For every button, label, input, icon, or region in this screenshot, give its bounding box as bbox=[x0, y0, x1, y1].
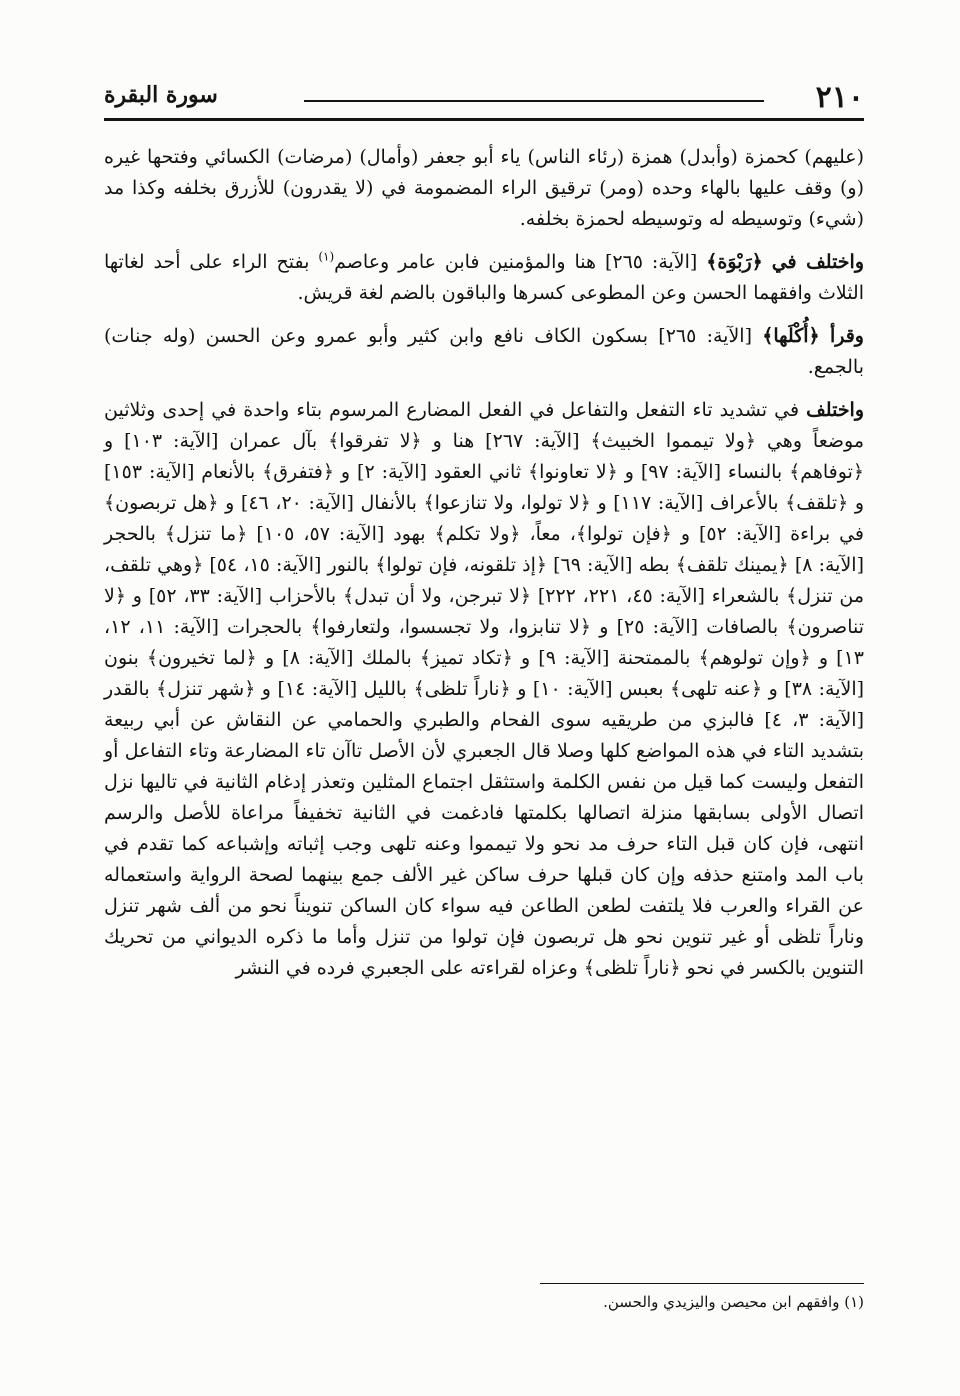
footnote: (١) وافقهم ابن محيصن واليزيدي والحسن. bbox=[603, 1293, 864, 1311]
paragraph-text: [الآية: ٢٦٥] هنا والمؤمنين فابن عامر وعاصم bbox=[334, 251, 698, 273]
paragraph-text: (عليهم) كحمزة (وأبدل) همزة (رئاء الناس) ياء أبو جعفر (وأمال) (مرضات) الكسائي وفتحها غيره (و) وقف عليها بالهاء وحده (ومر) ترقيق الراء المضمومة في (لا يقدرون) للأزرق بخلفه وكذا مد (شيء) وتوسيطه له وتوسيطه لحمزة بخلفه. bbox=[104, 146, 864, 230]
footnote-marker: (١) bbox=[318, 249, 335, 264]
paragraph-lead: وقرأ bbox=[829, 325, 864, 347]
header-divider bbox=[104, 118, 864, 121]
paragraph-text: في تشديد تاء التفعل والتفاعل في الفعل المضارع المرسوم بتاء واحدة في إحدى وثلاثين موضعاً وهي ﴿ولا تيمموا الخبيث﴾ [الآية: ٢٦٧] هنا و ﴿لا تفرقوا﴾ بآل عمران [الآية: ١٠٣] و ﴿توفاهم﴾ بالنساء [الآية: ٩٧] و ﴿لا تعاونوا﴾ ثاني العقود [الآية: ٢] و ﴿فتفرق﴾ بالأنعام [الآية: ١٥٣] و ﴿تلقف﴾ بالأعراف [الآية: ١١٧] و ﴿لا تولوا، ولا تنازعوا﴾ بالأنفال [الآية: ٢٠، ٤٦] و ﴿هل تربصون﴾ في براءة [الآية: ٥٢] و ﴿فإن تولوا﴾، معاً، ﴿ولا تكلم﴾ بهود [الآية: ٥٧، ١٠٥] ﴿ما تنزل﴾ بالحجر [الآية: ٨] ﴿يمينك تلقف﴾ بطه [الآية: ٦٩] ﴿إذ تلقونه، فإن تولوا﴾ بالنور [الآية: ١٥، ٥٤] ﴿وهي تلقف، من تنزل﴾ بالشعراء [الآية: ٤٥، ٢٢١، ٢٢٢] ﴿لا تبرجن، ولا أن تبدل﴾ بالأحزاب [الآية: ٣٣، ٥٢] و ﴿لا تناصرون﴾ بالصافات [الآية: ٢٥] و ﴿لا تنابزوا، ولا تجسسوا، ولتعارفوا﴾ بالحجرات [الآية: ١١، ١٢، ١٣] و ﴿وإن تولوهم﴾ بالممتحنة [الآية: ٩] و ﴿تكاد تميز﴾ بالملك [الآية: ٨] و ﴿لما تخيرون﴾ بنون [الآية: ٣٨] و ﴿عنه تلهى﴾ بعبس [الآية: ١٠] و ﴿ناراً تلظى﴾ بالليل [الآية: ١٤] و ﴿شهر تنزل﴾ بالقدر [الآية: ٣، ٤] فالبزي من طريقيه سوى الفحام والطبري والحمامي عن النقاش عن أبي ربيعة بتشديد التاء في هذه المواضع كلها وصلا قال الجعبري لأن الأصل تاآن تاء المضارعة وتاء التفاعل أو التفعل وليست كما قيل من نفس الكلمة واستثقل اجتماع المثلين وتعذر إدغام الثانية في تاليها نزل اتصال الأولى بسابقها منزلة اتصالها بكلمتها فادغمت في الثانية تخفيفاً مراعاة للأصل والرسم انتهى، فإن كان قبل التاء حرف مد نحو ولا تيمموا وعنه تلهى وجب إثباته وإشباعه كما تقدم في باب المد وامتنع حذفه وإن كان قبلها حرف ساكن غير الألف جمع بينهما لصحة الرواية واستعماله عن القراء والعرب فلا يلتفت لطعن الطاعن فيه سواء كان الساكن تنويناً نحو من ألف شهر تنزل وناراً تلظى أو غير تنوين نحو هل تربصون فإن تولوا من تنزل وأما ما ذكره الديواني من تحريك التنوين بالكسر في نحو ﴿ناراً تلظى﴾ وعزاه لقراءته على الجعبري فرده في النشر bbox=[104, 399, 865, 979]
paragraph-3 bbox=[104, 321, 864, 383]
quran-word: ﴿أُكْلَها﴾ bbox=[762, 325, 820, 347]
paragraph-text-continued: بفتح الراء على أحد لغاتها الثلاث وافقهما الحسن وعن المطوعى كسرها والباقون بالضم لغة قريش. bbox=[104, 251, 864, 304]
main-text bbox=[104, 142, 864, 993]
surah-title: سورة البقرة bbox=[104, 82, 218, 108]
paragraph-lead: واختلف bbox=[806, 399, 865, 421]
page-header bbox=[104, 78, 864, 118]
paragraph-text: [الآية: ٢٦٥] بسكون الكاف نافع وابن كثير وأبو عمرو وعن الحسن (وله جنات) بالجمع. bbox=[104, 325, 864, 378]
footnote-rule bbox=[540, 1283, 864, 1284]
page-number: ٢١٠ bbox=[815, 80, 864, 115]
paragraph-1 bbox=[104, 142, 864, 235]
header-rule bbox=[304, 100, 764, 102]
paragraph-lead: واختلف في bbox=[771, 251, 865, 273]
quran-word: ﴿رَبْوَة﴾ bbox=[706, 251, 763, 273]
paragraph-2 bbox=[104, 247, 864, 309]
paragraph-4 bbox=[104, 395, 864, 984]
